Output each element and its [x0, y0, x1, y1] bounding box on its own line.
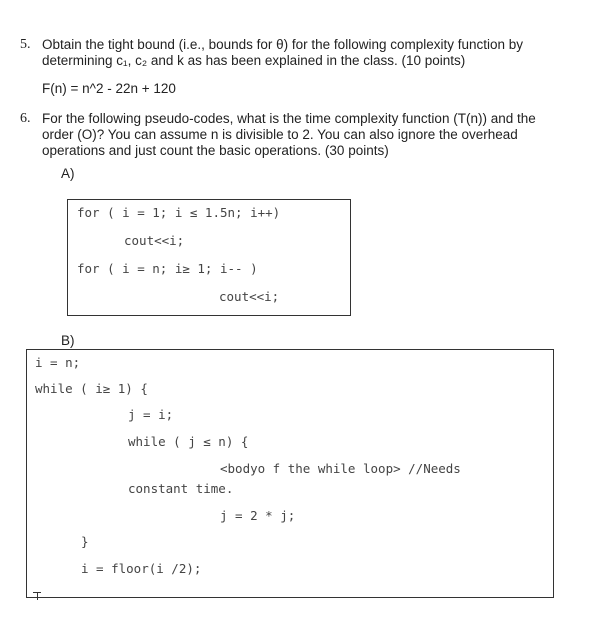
- question-5-line-2: determining c₁, c₂ and k as has been explained in the class. (10 points): [42, 53, 466, 68]
- part-b-code-line-6: constant time.: [128, 481, 234, 496]
- part-b-code-line-5: <bodyo f the while loop> //Needs: [220, 461, 461, 476]
- box-corner-tick-stem: [37, 592, 38, 600]
- part-b-code-line-9: i = floor(i /2);: [81, 561, 202, 576]
- part-b-code-line-4: while ( j ≤ n) {: [128, 434, 249, 449]
- question-6-line-3: operations and just count the basic operations. (30 points): [42, 143, 389, 158]
- part-a-code-line-4: cout<<i;: [219, 289, 280, 304]
- question-5-line-1: Obtain the tight bound (i.e., bounds for θ) for the following complexity function by: [42, 37, 524, 52]
- part-a-code-line-2: cout<<i;: [124, 233, 185, 248]
- question-6-line-1: For the following pseudo-codes, what is the time complexity function (T(n)) and the: [42, 111, 536, 126]
- part-a-label: A): [61, 166, 75, 181]
- part-b-code-line-1: i = n;: [35, 355, 81, 370]
- question-6-line-2: order (O)? You can assume n is divisible to 2. You can also ignore the overhead: [42, 127, 518, 142]
- question-5-formula: F(n) = n^2 - 22n + 120: [42, 81, 176, 96]
- part-b-label: B): [61, 333, 75, 348]
- question-5-number: 5.: [20, 37, 31, 52]
- part-b-code-line-8: }: [81, 534, 89, 549]
- part-a-code-line-3: for ( i = n; i≥ 1; i-- ): [77, 261, 258, 276]
- part-b-code-line-2: while ( i≥ 1) {: [35, 381, 148, 396]
- part-b-code-line-3: j = i;: [128, 407, 174, 422]
- question-6-number: 6.: [20, 111, 31, 126]
- part-b-code-line-7: j = 2 * j;: [220, 508, 296, 523]
- part-a-code-line-1: for ( i = 1; i ≤ 1.5n; i++): [77, 205, 281, 220]
